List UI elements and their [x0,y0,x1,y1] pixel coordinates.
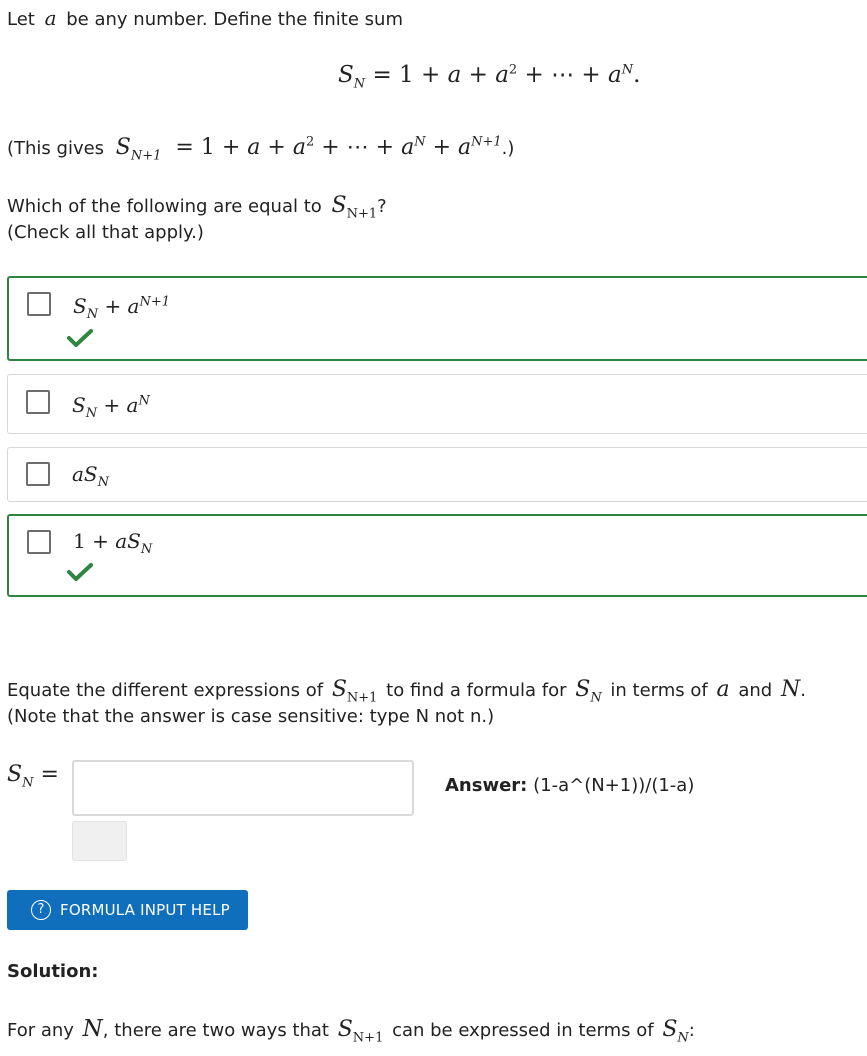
help-button-label: FORMULA INPUT HELP [60,901,230,919]
choice-label: $S_N + a^{N+1}$ [73,294,171,322]
var-a: a [44,6,57,30]
checkbox[interactable] [27,530,51,554]
equate-s-n: $S_N$ [575,677,602,706]
correct-answer [445,775,694,796]
answer-value: (1-a^(N+1))/(1-a) [533,775,695,796]
choice-3[interactable] [7,447,867,502]
gives-expression: $S_{N+1} = 1 + a + a^2$ + ⋯ + $a^N + a^{N+1}$ [115,134,502,164]
equate-var-n: N [780,677,801,702]
solution-var-n: N [82,1016,103,1042]
answer-label-sn: $S_N$ = [7,762,59,791]
formula-input-help-button[interactable] [7,890,248,930]
gives-line: (This gives $S_{N+1} = 1 + a + a^2$ + ⋯ + $a^N + a^{N+1}$.) [7,134,515,164]
choice-2[interactable] [7,374,867,434]
help-icon: ? [31,900,51,920]
choice-1[interactable] [7,276,867,361]
choice-label: $1 + aS_N$ [73,529,153,557]
solution-s-n1: $S_{N+1}$ [337,1017,384,1046]
checkbox[interactable] [26,462,50,486]
checkmark-icon [67,328,93,348]
question-line-1: Which of the following are equal to $S_{N+1}$? [7,193,387,222]
equate-var-a: a [716,677,730,702]
solution-s-n: $S_N$ [662,1017,689,1046]
question-expression: $S_{N+1}$ [331,193,378,222]
checkmark-icon [67,562,93,582]
solution-line: For any N, there are two ways that $S_{N+1}$ can be expressed in terms of $S_N$: [7,1016,695,1046]
choice-label: $aS_N$ [72,462,109,490]
answer-label: Answer: [445,775,528,796]
question-line-2: (Check all that apply.) [7,222,204,243]
answer-input[interactable] [72,760,414,816]
equate-line-1: Equate the different expressions of $S_{N+1}$ to find a formula for $S_N$ in terms of a and N. [7,677,806,706]
choice-4[interactable] [7,514,867,597]
checkbox[interactable] [26,390,50,414]
equate-line-2: (Note that the answer is case sensitive: type N not n.) [7,706,495,727]
finite-sum-formula: $S_N = 1 + a + a^2$ + ⋯ + $a^N$. [338,62,641,92]
intro-text: Let a be any number. Define the finite sum [7,6,403,30]
equate-s-n1: $S_{N+1}$ [331,677,378,706]
solution-heading: Solution: [7,961,99,982]
checkbox[interactable] [27,292,51,316]
formula-preview [72,821,127,861]
choice-label: $S_N + a^N$ [72,393,150,421]
